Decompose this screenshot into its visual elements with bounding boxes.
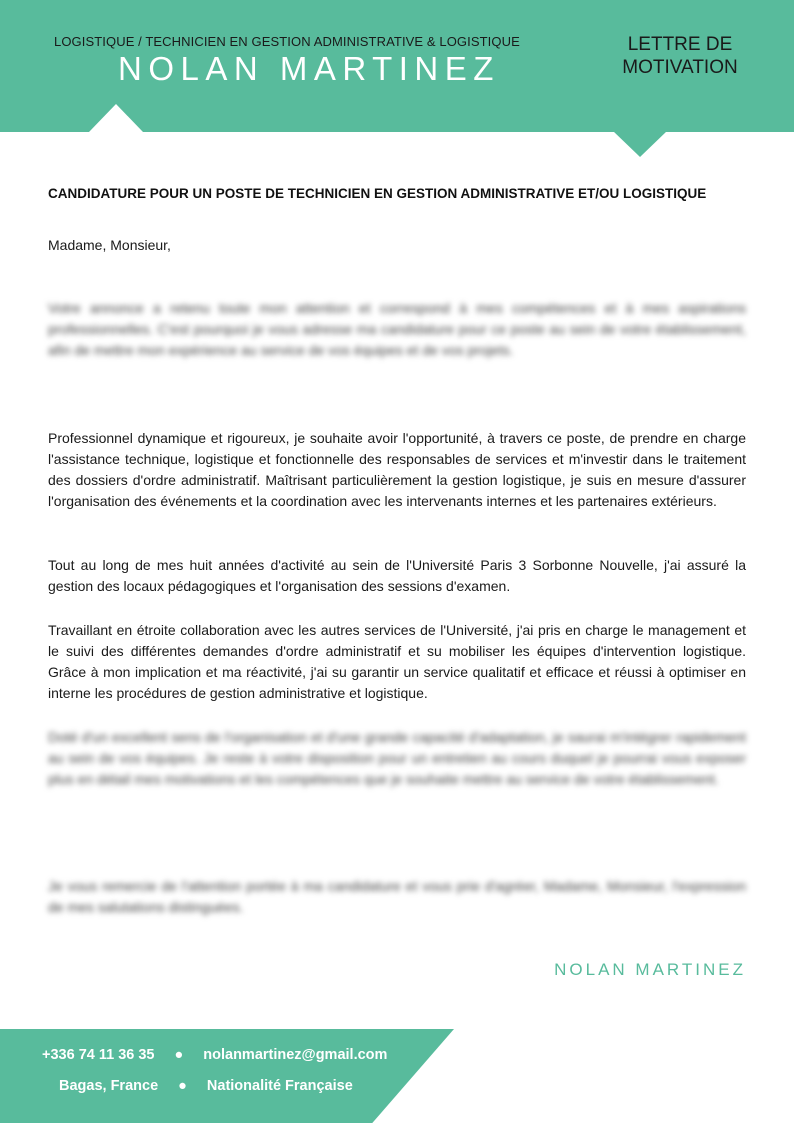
bullet-separator: ●	[178, 1078, 187, 1094]
paragraph-intro-blurred: Votre annonce a retenu toute mon attention et correspond à mes compétences et à mes aspirations professionnelles. C'est pourquoi je vous adresse ma candidature pour ce poste au sein de votre établissement, afin de mettre mon expérience au service de vos équipes et de vos projets.	[48, 300, 746, 358]
footer-contact-row	[42, 1047, 387, 1063]
job-title: LOGISTIQUE / TECHNICIEN EN GESTION ADMINISTRATIVE & LOGISTIQUE	[54, 34, 520, 49]
document-type	[600, 33, 760, 79]
header-notch-down	[613, 131, 667, 157]
salutation: Madame, Monsieur,	[48, 237, 171, 253]
nationality: Nationalité Française	[206, 1078, 353, 1094]
phone-number[interactable]: +336 74 11 36 35	[42, 1047, 155, 1063]
footer-info-row	[59, 1078, 353, 1094]
paragraph-experience: Tout au long de mes huit années d'activité au sein de l'Université Paris 3 Sorbonne Nouvelle, j'ai assuré la gestion des locaux pédagogiques et l'organisation des sessions d'examen.	[48, 557, 746, 594]
footer-band	[0, 1029, 454, 1123]
paragraph-closing-blurred: Doté d'un excellent sens de l'organisation et d'une grande capacité d'adaptation, je saurai m'intégrer rapidement au sein de vos équipes. Je reste à votre disposition pour un entretien au cours duquel je pourrai vous exposer plus en détail mes motivations et les compétences que je souhaite mettre au service de votre établissement.	[48, 729, 746, 787]
document-type-line-1: LETTRE DE	[627, 34, 733, 55]
candidate-name: NOLAN MARTINEZ	[118, 50, 500, 87]
document-type-line-2: MOTIVATION	[622, 57, 738, 78]
paragraph-politeness-blurred: Je vous remercie de l'attention portée à ma candidature et vous prie d'agréer, Madame, Monsieur, l'expression de mes salutations distinguées.	[48, 878, 746, 915]
bullet-separator: ●	[174, 1047, 184, 1063]
paragraph-collaboration: Travaillant en étroite collaboration avec les autres services de l'Université, j'ai pris en charge le management et le suivi des différentes demandes d'ordre administratif et su mobiliser les équipes d'intervention logistique. Grâce à mon implication et ma réactivité, j'ai su garantir un service qualitatif et efficace et réussi à optimiser en interne les procédures de gestion administrative et logistique.	[48, 622, 746, 701]
letter-subject: CANDIDATURE POUR UN POSTE DE TECHNICIEN EN GESTION ADMINISTRATIVE ET/OU LOGISTIQUE	[48, 186, 707, 201]
signature: NOLAN MARTINEZ	[554, 960, 746, 979]
header-notch-up	[89, 104, 143, 132]
paragraph-profile: Professionnel dynamique et rigoureux, je souhaite avoir l'opportunité, à travers ce poste, de prendre en charge l'assistance technique, logistique et fonctionnelle des responsables de services et m'investir dans le traitement des dossiers d'ordre administratif. Maîtrisant particulièrement la gestion logistique, je suis en mesure d'assurer l'organisation des événements et la coordination avec les intervenants internes et les partenaires extérieurs.	[48, 430, 746, 509]
email-address[interactable]: nolanmartinez@gmail.com	[203, 1047, 388, 1063]
location: Bagas, France	[59, 1078, 159, 1094]
